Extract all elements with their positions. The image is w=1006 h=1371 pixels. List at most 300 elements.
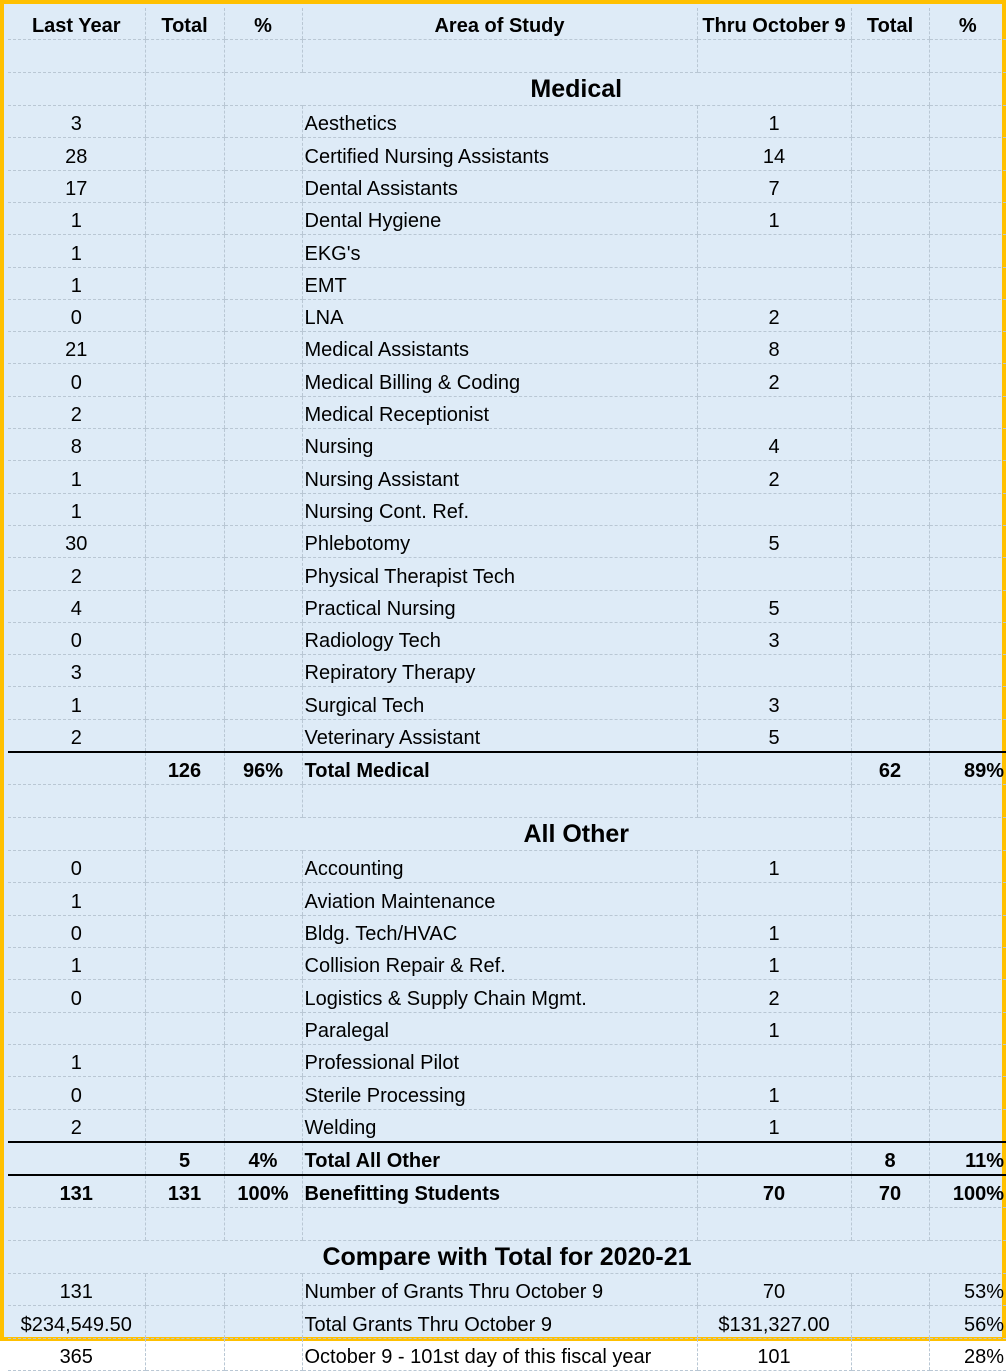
thru-october-count: 14 (697, 138, 851, 170)
area-of-study: Radiology Tech (302, 622, 697, 654)
empty-cell (224, 396, 302, 428)
benefitting-total-last: 131 (145, 1175, 224, 1208)
empty-cell (224, 493, 302, 525)
empty-cell (851, 1274, 929, 1306)
empty-cell (224, 40, 302, 72)
empty-cell (8, 72, 145, 106)
area-of-study: Physical Therapist Tech (302, 558, 697, 590)
empty-cell (145, 461, 224, 493)
area-of-study: Logistics & Supply Chain Mgmt. (302, 980, 697, 1012)
empty-cell (697, 785, 851, 817)
empty-cell (929, 461, 1006, 493)
last-year-count: 1 (8, 948, 145, 980)
compare-title-row (8, 1240, 1006, 1274)
last-year-count: 21 (8, 332, 145, 364)
area-of-study: Nursing Assistant (302, 461, 697, 493)
thru-october-count: 2 (697, 364, 851, 396)
area-of-study: Collision Repair & Ref. (302, 948, 697, 980)
last-year-count: 1 (8, 883, 145, 915)
area-of-study: Dental Hygiene (302, 202, 697, 234)
empty-cell (929, 590, 1006, 622)
pct-current: 11% (929, 1142, 1006, 1175)
last-year-count: 4 (8, 590, 145, 622)
area-of-study: Nursing Cont. Ref. (302, 493, 697, 525)
empty-cell (851, 267, 929, 299)
last-year-count: 28 (8, 138, 145, 170)
empty-cell (851, 138, 929, 170)
empty-cell (929, 396, 1006, 428)
table-row (8, 202, 1006, 234)
last-year-count: 3 (8, 655, 145, 687)
empty-cell (851, 687, 929, 719)
last-year-count: 1 (8, 461, 145, 493)
empty-cell (929, 558, 1006, 590)
last-year-count: 1 (8, 1044, 145, 1076)
area-of-study: Aesthetics (302, 106, 697, 138)
empty-cell (929, 493, 1006, 525)
thru-october-count: 3 (697, 687, 851, 719)
empty-cell (851, 590, 929, 622)
empty-cell (929, 655, 1006, 687)
empty-cell (145, 364, 224, 396)
empty-cell (224, 817, 302, 851)
table-row (8, 493, 1006, 525)
compare-label: Number of Grants Thru October 9 (302, 1274, 697, 1306)
compare-title: Compare with Total for 2020-21 (8, 1240, 1006, 1274)
grants-table (8, 8, 1006, 1371)
empty-cell (145, 235, 224, 267)
empty-cell (224, 915, 302, 947)
empty-cell (851, 429, 929, 461)
other-section-title (8, 817, 1006, 851)
area-of-study: Professional Pilot (302, 1044, 697, 1076)
empty-cell (929, 267, 1006, 299)
empty-cell (302, 785, 697, 817)
empty-cell (929, 1109, 1006, 1142)
thru-october-count: 1 (697, 851, 851, 883)
table-row (8, 170, 1006, 202)
pct-last-year: 4% (224, 1142, 302, 1175)
empty-cell (929, 299, 1006, 331)
empty-cell (851, 106, 929, 138)
area-of-study: Medical Receptionist (302, 396, 697, 428)
empty-cell (851, 235, 929, 267)
area-of-study: Repiratory Therapy (302, 655, 697, 687)
last-year-count: 2 (8, 396, 145, 428)
area-of-study: EMT (302, 267, 697, 299)
total-label: Total Medical (302, 752, 697, 785)
last-year-count: 30 (8, 525, 145, 557)
empty-cell (145, 915, 224, 947)
empty-cell (302, 1208, 697, 1240)
empty-cell (851, 719, 929, 752)
compare-pct: 56% (929, 1306, 1006, 1338)
pct-last-year: 96% (224, 752, 302, 785)
empty-cell (145, 72, 224, 106)
empty-cell (929, 883, 1006, 915)
empty-cell (145, 1044, 224, 1076)
empty-cell (929, 980, 1006, 1012)
area-of-study: Phlebotomy (302, 525, 697, 557)
compare-label: October 9 - 101st day of this fiscal year (302, 1338, 697, 1370)
empty-cell (8, 1142, 145, 1175)
table-row (8, 851, 1006, 883)
thru-october-count: 2 (697, 299, 851, 331)
header-row (8, 8, 1006, 40)
empty-cell (145, 202, 224, 234)
empty-cell (224, 202, 302, 234)
empty-cell (929, 1077, 1006, 1109)
empty-cell (224, 851, 302, 883)
table-row (8, 980, 1006, 1012)
empty-cell (145, 687, 224, 719)
empty-cell (224, 1012, 302, 1044)
benefitting-thru: 70 (697, 1175, 851, 1208)
compare-last-year: 131 (8, 1274, 145, 1306)
empty-cell (851, 364, 929, 396)
last-year-count: 2 (8, 1109, 145, 1142)
empty-cell (224, 299, 302, 331)
empty-cell (697, 1208, 851, 1240)
compare-last-year: 365 (8, 1338, 145, 1370)
empty-cell (224, 106, 302, 138)
table-row (8, 1044, 1006, 1076)
thru-october-count: 1 (697, 202, 851, 234)
empty-cell (929, 687, 1006, 719)
empty-cell (145, 299, 224, 331)
empty-cell (929, 170, 1006, 202)
thru-october-count: 4 (697, 429, 851, 461)
blank-row (8, 785, 1006, 817)
empty-cell (697, 1142, 851, 1175)
table-row (8, 106, 1006, 138)
thru-october-count (697, 883, 851, 915)
table-row (8, 299, 1006, 331)
empty-cell (851, 851, 929, 883)
empty-cell (851, 883, 929, 915)
empty-cell (929, 525, 1006, 557)
empty-cell (145, 1208, 224, 1240)
benefitting-label: Benefitting Students (302, 1175, 697, 1208)
empty-cell (851, 1044, 929, 1076)
empty-cell (929, 1208, 1006, 1240)
thru-october-count (697, 396, 851, 428)
thru-october-count: 8 (697, 332, 851, 364)
empty-cell (851, 525, 929, 557)
empty-cell (145, 1274, 224, 1306)
last-year-count: 1 (8, 687, 145, 719)
thru-october-count: 5 (697, 590, 851, 622)
empty-cell (145, 948, 224, 980)
empty-cell (145, 655, 224, 687)
empty-cell (302, 40, 697, 72)
area-of-study: Welding (302, 1109, 697, 1142)
table-row (8, 525, 1006, 557)
table-row (8, 622, 1006, 654)
table-row (8, 396, 1006, 428)
empty-cell (8, 40, 145, 72)
empty-cell (145, 40, 224, 72)
empty-cell (929, 817, 1006, 851)
empty-cell (224, 525, 302, 557)
thru-october-count (697, 558, 851, 590)
benefitting-total-now: 70 (851, 1175, 929, 1208)
thru-october-count (697, 1044, 851, 1076)
empty-cell (851, 948, 929, 980)
thru-october-count (697, 493, 851, 525)
table-row (8, 461, 1006, 493)
table-row (8, 267, 1006, 299)
total-last-year: 5 (145, 1142, 224, 1175)
last-year-count: 1 (8, 493, 145, 525)
table-row (8, 429, 1006, 461)
empty-cell (851, 170, 929, 202)
compare-current: $131,327.00 (697, 1306, 851, 1338)
empty-cell (851, 817, 929, 851)
area-of-study: Paralegal (302, 1012, 697, 1044)
empty-cell (851, 1208, 929, 1240)
empty-cell (145, 1338, 224, 1370)
thru-october-count: 1 (697, 1012, 851, 1044)
total-label: Total All Other (302, 1142, 697, 1175)
thru-october-count: 2 (697, 461, 851, 493)
table-row (8, 883, 1006, 915)
last-year-count: 2 (8, 719, 145, 752)
empty-cell (224, 1044, 302, 1076)
empty-cell (145, 590, 224, 622)
area-of-study: LNA (302, 299, 697, 331)
table-row (8, 590, 1006, 622)
thru-october-count: 7 (697, 170, 851, 202)
empty-cell (851, 461, 929, 493)
last-year-count: 0 (8, 980, 145, 1012)
empty-cell (929, 785, 1006, 817)
total-current: 8 (851, 1142, 929, 1175)
empty-cell (851, 980, 929, 1012)
empty-cell (929, 719, 1006, 752)
header-total-last: Total (145, 8, 224, 40)
empty-cell (929, 72, 1006, 106)
empty-cell (224, 1208, 302, 1240)
section-title: Medical (302, 72, 851, 106)
last-year-count: 0 (8, 299, 145, 331)
empty-cell (929, 138, 1006, 170)
empty-cell (145, 332, 224, 364)
header-pct-last: % (224, 8, 302, 40)
empty-cell (224, 1338, 302, 1370)
table-row (8, 1012, 1006, 1044)
last-year-count: 1 (8, 202, 145, 234)
header-thru: Thru October 9 (697, 8, 851, 40)
table-row (8, 1109, 1006, 1142)
total-other-row (8, 1142, 1006, 1175)
blank-row (8, 1208, 1006, 1240)
area-of-study: Accounting (302, 851, 697, 883)
last-year-count: 1 (8, 267, 145, 299)
thru-october-count: 1 (697, 106, 851, 138)
empty-cell (929, 235, 1006, 267)
empty-cell (851, 72, 929, 106)
thru-october-count: 5 (697, 525, 851, 557)
empty-cell (851, 493, 929, 525)
empty-cell (145, 558, 224, 590)
empty-cell (145, 1077, 224, 1109)
benefitting-pct-last: 100% (224, 1175, 302, 1208)
last-year-count: 0 (8, 364, 145, 396)
last-year-count: 0 (8, 622, 145, 654)
header-last-year: Last Year (8, 8, 145, 40)
last-year-count: 2 (8, 558, 145, 590)
total-medical-row (8, 752, 1006, 785)
empty-cell (145, 1109, 224, 1142)
empty-cell (224, 687, 302, 719)
benefitting-pct-now: 100% (929, 1175, 1006, 1208)
table-row (8, 364, 1006, 396)
empty-cell (851, 299, 929, 331)
empty-cell (224, 364, 302, 396)
table-row (8, 332, 1006, 364)
empty-cell (8, 752, 145, 785)
last-year-count: 0 (8, 915, 145, 947)
thru-october-count: 1 (697, 1077, 851, 1109)
last-year-count (8, 1012, 145, 1044)
empty-cell (851, 332, 929, 364)
benefitting-row (8, 1175, 1006, 1208)
empty-cell (851, 396, 929, 428)
empty-cell (145, 170, 224, 202)
thru-october-count: 3 (697, 622, 851, 654)
empty-cell (224, 622, 302, 654)
table-row (8, 1077, 1006, 1109)
empty-cell (145, 106, 224, 138)
table-row (8, 687, 1006, 719)
empty-cell (929, 622, 1006, 654)
empty-cell (851, 40, 929, 72)
empty-cell (224, 138, 302, 170)
empty-cell (224, 785, 302, 817)
compare-row (8, 1306, 1006, 1338)
empty-cell (851, 1077, 929, 1109)
empty-cell (851, 655, 929, 687)
empty-cell (145, 980, 224, 1012)
thru-october-count: 1 (697, 915, 851, 947)
empty-cell (851, 622, 929, 654)
thru-october-count (697, 655, 851, 687)
empty-cell (929, 40, 1006, 72)
empty-cell (224, 1306, 302, 1338)
table-row (8, 655, 1006, 687)
table-row (8, 558, 1006, 590)
table-row (8, 138, 1006, 170)
thru-october-count: 2 (697, 980, 851, 1012)
area-of-study: Medical Assistants (302, 332, 697, 364)
empty-cell (145, 267, 224, 299)
table-row (8, 948, 1006, 980)
empty-cell (929, 106, 1006, 138)
empty-cell (224, 235, 302, 267)
total-current: 62 (851, 752, 929, 785)
area-of-study: Bldg. Tech/HVAC (302, 915, 697, 947)
empty-cell (851, 1338, 929, 1370)
empty-cell (224, 980, 302, 1012)
empty-cell (929, 851, 1006, 883)
empty-cell (145, 817, 224, 851)
empty-cell (929, 915, 1006, 947)
compare-current: 70 (697, 1274, 851, 1306)
empty-cell (224, 332, 302, 364)
compare-pct: 53% (929, 1274, 1006, 1306)
total-last-year: 126 (145, 752, 224, 785)
empty-cell (145, 493, 224, 525)
empty-cell (851, 1306, 929, 1338)
empty-cell (8, 785, 145, 817)
empty-cell (8, 817, 145, 851)
empty-cell (145, 525, 224, 557)
empty-cell (851, 785, 929, 817)
empty-cell (8, 1208, 145, 1240)
empty-cell (145, 785, 224, 817)
header-total-now: Total (851, 8, 929, 40)
thru-october-count (697, 267, 851, 299)
empty-cell (929, 948, 1006, 980)
empty-cell (224, 1077, 302, 1109)
table-row (8, 915, 1006, 947)
empty-cell (145, 429, 224, 461)
compare-current: 101 (697, 1338, 851, 1370)
empty-cell (697, 752, 851, 785)
area-of-study: Medical Billing & Coding (302, 364, 697, 396)
empty-cell (851, 1012, 929, 1044)
empty-cell (929, 1044, 1006, 1076)
compare-label: Total Grants Thru October 9 (302, 1306, 697, 1338)
empty-cell (224, 1274, 302, 1306)
last-year-count: 3 (8, 106, 145, 138)
thru-october-count: 1 (697, 1109, 851, 1142)
empty-cell (224, 948, 302, 980)
empty-cell (224, 461, 302, 493)
last-year-count: 17 (8, 170, 145, 202)
pct-current: 89% (929, 752, 1006, 785)
blank-row (8, 40, 1006, 72)
thru-october-count: 1 (697, 948, 851, 980)
empty-cell (697, 40, 851, 72)
empty-cell (145, 396, 224, 428)
empty-cell (224, 655, 302, 687)
area-of-study: Dental Assistants (302, 170, 697, 202)
empty-cell (224, 429, 302, 461)
section-title: All Other (302, 817, 851, 851)
empty-cell (929, 1012, 1006, 1044)
area-of-study: Nursing (302, 429, 697, 461)
last-year-count: 1 (8, 235, 145, 267)
empty-cell (145, 622, 224, 654)
empty-cell (851, 1109, 929, 1142)
compare-last-year: $234,549.50 (8, 1306, 145, 1338)
last-year-count: 0 (8, 851, 145, 883)
medical-section-title (8, 72, 1006, 106)
empty-cell (224, 267, 302, 299)
empty-cell (145, 1012, 224, 1044)
area-of-study: Surgical Tech (302, 687, 697, 719)
empty-cell (929, 429, 1006, 461)
empty-cell (851, 202, 929, 234)
table-row (8, 719, 1006, 752)
benefitting-last-year: 131 (8, 1175, 145, 1208)
compare-pct: 28% (929, 1338, 1006, 1370)
empty-cell (224, 72, 302, 106)
area-of-study: Sterile Processing (302, 1077, 697, 1109)
area-of-study: Aviation Maintenance (302, 883, 697, 915)
